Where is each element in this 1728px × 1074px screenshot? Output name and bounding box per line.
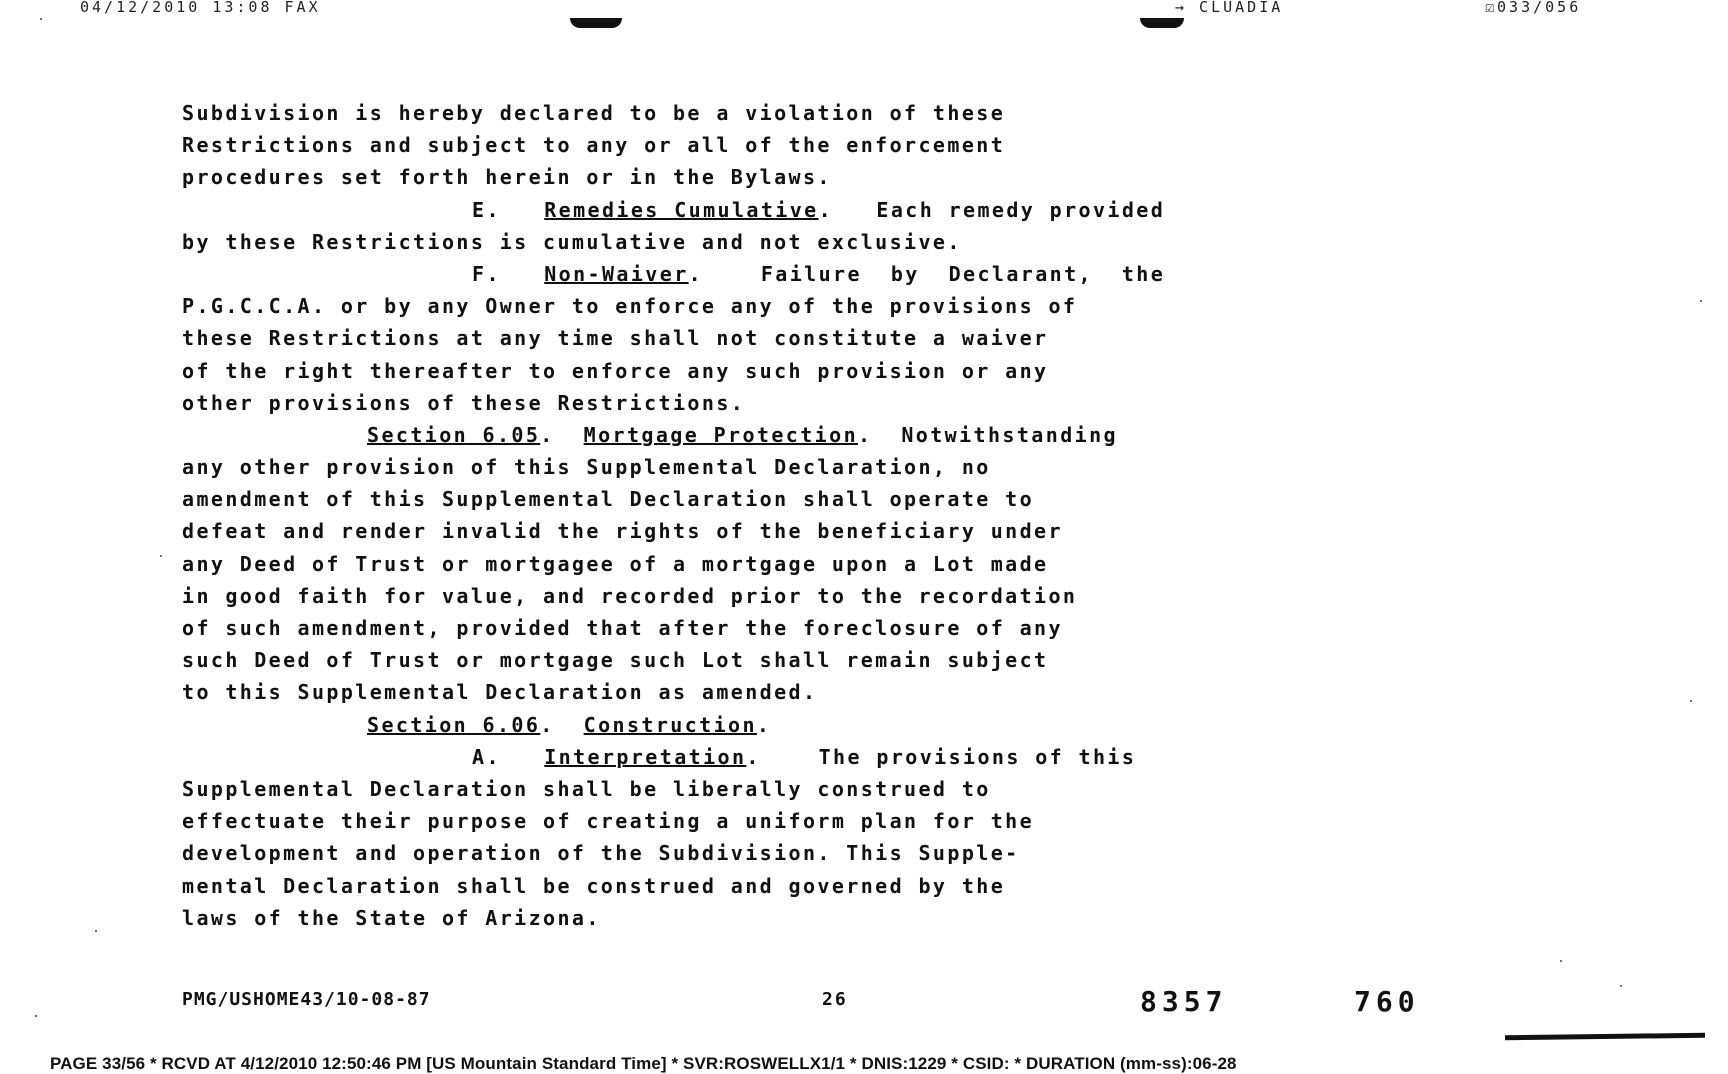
body-line: P.G.C.C.A. or by any Owner to enforce any of the provisions of	[182, 294, 1078, 319]
body-line: these Restrictions at any time shall not constitute a waiver	[182, 326, 1049, 351]
heading-remedies-cumulative: Remedies Cumulative	[544, 197, 819, 222]
body-line: Restrictions and subject to any or all of the enforcement	[182, 133, 1006, 158]
recording-page: 760	[1354, 985, 1420, 1018]
doc-code: PMG/USHOME43/10-08-87	[182, 989, 431, 1010]
item-letter: A.	[472, 744, 501, 769]
page-number: 26	[822, 989, 848, 1010]
fax-header	[0, 0, 1728, 20]
body-line: Supplemental Declaration shall be liberally construed to	[182, 776, 991, 801]
fax-receipt-line: PAGE 33/56 * RCVD AT 4/12/2010 12:50:46 PM [US Mountain Standard Time] * SVR:ROSWELLX1/1 * DNIS:1229 * CSID: * DURATION (mm-ss):06-28	[50, 1054, 1237, 1073]
item-letter: F.	[472, 261, 501, 286]
scan-speck	[160, 555, 162, 557]
heading-mortgage-protection: Mortgage Protection	[583, 422, 859, 447]
body-line: to this Supplemental Declaration as amended.	[182, 680, 818, 705]
body-line: procedures set forth herein or in the Bylaws.	[182, 165, 832, 190]
body-line: mental Declaration shall be construed and governed by the	[182, 873, 1006, 898]
scan-rule	[1505, 1033, 1705, 1040]
document-footer	[182, 985, 1472, 1025]
section-605-number: Section 6.05	[367, 422, 541, 447]
body-line: development and operation of the Subdivision. This Supple-	[182, 841, 1020, 866]
body-line: of such amendment, provided that after the foreclosure of any	[182, 616, 1063, 640]
body-line: effectuate their purpose of creating a uniform plan for the	[182, 809, 1035, 834]
paragraph-a-line: A. Interpretation. The provisions of this	[182, 745, 1472, 777]
body-line: other provisions of these Restrictions.	[182, 390, 746, 415]
body-line: defeat and render invalid the rights of the beneficiary under	[182, 519, 1063, 544]
scan-speck	[1690, 700, 1692, 702]
heading-non-waiver: Non-Waiver	[544, 261, 689, 286]
scan-speck	[1620, 985, 1622, 987]
body-line: such Deed of Trust or mortgage such Lot shall remain subject	[182, 648, 1049, 673]
scan-speck	[95, 930, 97, 932]
body-line: in good faith for value, and recorded prior to the recordation	[182, 583, 1078, 608]
section-606-number: Section 6.06	[367, 712, 541, 737]
scan-speck	[1560, 960, 1562, 962]
body-line: amendment of this Supplemental Declaration shall operate to	[182, 487, 1035, 512]
punch-hole-mark	[570, 18, 622, 28]
fax-datetime: 04/12/2010 13:08 FAX	[80, 0, 321, 16]
heading-interpretation: Interpretation	[544, 744, 747, 769]
body-line: any other provision of this Supplemental Declaration, no	[182, 455, 991, 480]
section-605-line: Section 6.05. Mortgage Protection. Notwithstanding	[182, 423, 1472, 455]
body-line: by these Restrictions is cumulative and not exclusive.	[182, 229, 962, 254]
paragraph-f-line: F. Non-Waiver. Failure by Declarant, the	[182, 262, 1472, 294]
scan-speck	[35, 1015, 37, 1017]
body-line: any Deed of Trust or mortgagee of a mortgage upon a Lot made	[182, 551, 1049, 576]
document-body	[182, 101, 1472, 938]
punch-hole-mark	[1140, 18, 1184, 28]
scan-speck	[40, 18, 42, 20]
recording-book: 8357	[1140, 985, 1228, 1018]
body-line: laws of the State of Arizona.	[182, 905, 601, 930]
item-letter: E.	[472, 197, 501, 222]
scan-speck	[1700, 300, 1702, 302]
fax-page-counter: ☑033/056	[1485, 0, 1582, 16]
paragraph-e-line: E. Remedies Cumulative. Each remedy provided	[182, 198, 1472, 230]
fax-recipient: → CLUADIA	[1175, 0, 1284, 16]
section-606-line: Section 6.06. Construction.	[182, 713, 1472, 745]
heading-construction: Construction	[583, 712, 757, 737]
body-line: Subdivision is hereby declared to be a violation of these	[182, 101, 1006, 125]
body-line: of the right thereafter to enforce any such provision or any	[182, 358, 1049, 383]
